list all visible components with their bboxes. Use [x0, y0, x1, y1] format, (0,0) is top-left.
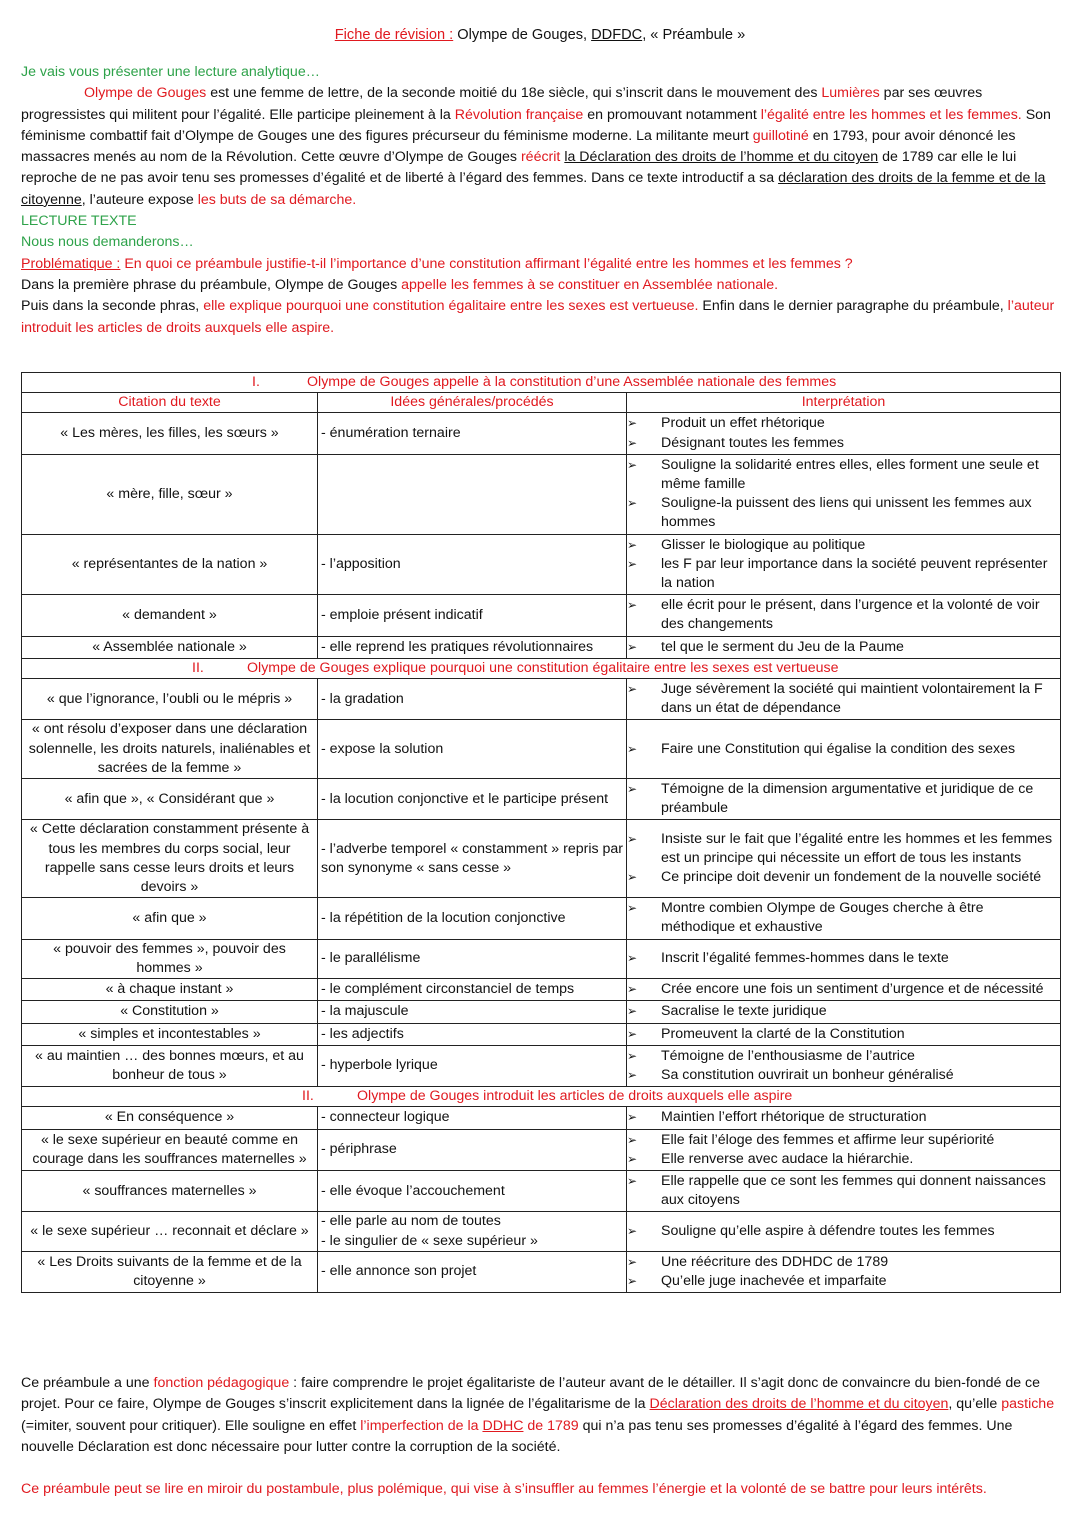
interpretation-cell [627, 1251, 1061, 1292]
quote-cell: « En conséquence » [22, 1107, 318, 1129]
section-heading [22, 373, 1061, 393]
quote-cell: « afin que » [22, 898, 318, 939]
text-run: pastiche [1001, 1396, 1055, 1413]
interpretation-cell [627, 1045, 1061, 1086]
section-heading [22, 658, 1061, 678]
table-row [22, 1129, 1061, 1170]
title-label: Fiche de révision : [334, 27, 454, 43]
problematique-label: Problématique : [21, 255, 121, 272]
interpretation-item: ➢ Insiste sur le fait que l’égalité entre les hommes et les femmes est un principe qui nécessite un effort de tous les instants [627, 830, 1056, 868]
table-row [22, 1001, 1061, 1023]
lecture-label: LECTURE TEXTE [21, 213, 137, 230]
procede-cell: - le parallélisme [318, 939, 627, 978]
text-run: Déclaration des droits de l’homme et du citoyen [649, 1396, 949, 1413]
text-run: , qu’elle [948, 1396, 1002, 1413]
text-run: : faire comprendre le projet égalitariste de l’auteur avant de le détailler. Il s’agit donc de convaincre du bien-fondé de ce projet. Pour ce faire, Olympe de Gouges s’inscrit explicitement dans la lignée de l’égalitarisme de la [21, 1375, 1041, 1413]
plan-2 [21, 296, 1061, 339]
procede-cell: - les adjectifs [318, 1023, 627, 1045]
section-heading-row [22, 373, 1061, 393]
interpretation-cell [627, 1212, 1061, 1251]
procede-cell [318, 454, 627, 534]
text-run: les buts de sa démarche. [197, 191, 357, 208]
section-heading [22, 1087, 1061, 1107]
interpretation-item: ➢ Désignant toutes les femmes [627, 434, 1056, 453]
procede-cell: - elle annonce son projet [318, 1251, 627, 1292]
interpretation-item: ➢ les F par leur importance dans la société peuvent représenter la nation [627, 555, 1056, 593]
quote-cell: « Cette déclaration constamment présente à tous les membres du corps social, leur rappelle sans cesse leurs droits et leurs devoirs » [22, 820, 318, 898]
procede-cell: - elle évoque l’accouchement [318, 1170, 627, 1211]
text-run: (=imiter, souvent pour critiquer). Elle souligne en effet [21, 1417, 361, 1434]
interpretation-cell [627, 979, 1061, 1001]
procede-cell: - la répétition de la locution conjonctive [318, 898, 627, 939]
table-row [22, 720, 1061, 779]
intro-lead: Je vais vous présenter une lecture analytique… [21, 64, 320, 80]
interpretation-cell [627, 595, 1061, 636]
plan-2-highlight: elle explique pourquoi une constitution égalitaire entre les sexes est vertueuse. [203, 298, 699, 315]
quote-cell: « le sexe supérieur en beauté comme en courage dans les souffrances maternelles » [22, 1129, 318, 1170]
text-run: l’égalité entre les hommes et les femmes. [760, 106, 1022, 123]
table-row [22, 679, 1061, 720]
text-run: l’imperfection de la [360, 1417, 483, 1434]
table-row [22, 636, 1061, 658]
section-number: II. [192, 659, 204, 676]
section-number: I. [252, 374, 260, 390]
text-run: Olympe de Gouges [84, 85, 207, 102]
table-row [22, 534, 1061, 595]
plan-1-text: Dans la première phrase du préambule, Olympe de Gouges [21, 276, 402, 293]
plan-3-text: Enfin dans le dernier paragraphe du préambule, [698, 298, 1008, 315]
interpretation-item: ➢ Elle rappelle que ce sont les femmes qui donnent naissances aux citoyens [627, 1172, 1056, 1210]
procede-cell: - elle parle au nom de toutes - le singulier de « sexe supérieur » [318, 1212, 627, 1251]
section-number: II. [302, 1088, 314, 1105]
text-run: DDHC [482, 1417, 524, 1434]
table-row [22, 1107, 1061, 1129]
procede-cell: - hyperbole lyrique [318, 1045, 627, 1086]
interpretation-item: ➢ elle écrit pour le présent, dans l’urgence et la volonté de voir des changements [627, 596, 1056, 634]
interpretation-item: ➢ Souligne-la puissent des liens qui unissent les femmes aux hommes [627, 494, 1056, 532]
text-run: guillotiné [752, 127, 809, 144]
interpretation-cell [627, 898, 1061, 939]
table-row [22, 1023, 1061, 1045]
text-run: Révolution française [454, 106, 584, 123]
interpretation-cell [627, 720, 1061, 779]
procede-cell: - elle reprend les pratiques révolutionnaires [318, 636, 627, 658]
section-title: Olympe de Gouges appelle à la constitution d’une Assemblée nationale des femmes [307, 374, 837, 390]
text-run: de 1789 car elle le lui reproche de ne pas avoir tenu ses promesses d’égalité et de liberté à l’égard des femmes. Dans ce texte introductif a sa [21, 149, 1017, 187]
table-row [22, 820, 1061, 898]
table-row [22, 1212, 1061, 1251]
quote-cell: « le sexe supérieur … reconnait et déclare » [22, 1212, 318, 1251]
interpretation-item: ➢ Elle renverse avec audace la hiérarchie. [627, 1150, 1056, 1169]
title-author: Olympe de Gouges, [453, 27, 592, 43]
quote-cell: « Constitution » [22, 1001, 318, 1023]
quote-cell: « mère, fille, sœur » [22, 454, 318, 534]
interpretation-item: ➢ Témoigne de l’enthousiasme de l’autrice [627, 1047, 1056, 1066]
quote-cell: « afin que », « Considérant que » [22, 779, 318, 820]
procede-cell: - périphrase [318, 1129, 627, 1170]
interpretation-item: ➢ Témoigne de la dimension argumentative et juridique de ce préambule [627, 780, 1056, 818]
interpretation-item: ➢ Inscrit l’égalité femmes-hommes dans le texte [627, 949, 1056, 968]
quote-cell: « Les mères, les filles, les sœurs » [22, 413, 318, 454]
interpretation-item: ➢ Elle fait l’éloge des femmes et affirme leur supériorité [627, 1131, 1056, 1150]
interpretation-item: ➢ Juge sévèrement la société qui maintient volontairement la F dans un état de dépendance [627, 680, 1056, 718]
problematique-text: En quoi ce préambule justifie-t-il l’importance d’une constitution affirmant l’égalité entre les hommes et les femmes ? [120, 255, 853, 272]
interpretation-item: ➢ Ce principe doit devenir un fondement de la nouvelle société [627, 868, 1056, 887]
intro-paragraph [21, 83, 1061, 211]
table-header [22, 393, 1061, 413]
interpretation-cell [627, 1170, 1061, 1211]
interpretation-cell [627, 939, 1061, 978]
text-run: Lumières [821, 85, 880, 102]
text-run: Son féminisme combattif fait d’Olympe de Gouges une des figures précurseur du féminisme moderne. La militante meurt [21, 106, 1051, 144]
text-run: réécrit [520, 149, 561, 166]
quote-cell: « Les Droits suivants de la femme et de la citoyenne » [22, 1251, 318, 1292]
procede-cell: - énumération ternaire [318, 413, 627, 454]
interpretation-item: ➢ Maintien l’effort rhétorique de structuration [627, 1108, 1056, 1127]
conclusion-paragraph [21, 1373, 1061, 1458]
conclusion [21, 1373, 1061, 1458]
quote-cell: « au maintien … des bonnes mœurs, et au bonheur de tous » [22, 1045, 318, 1086]
problematique [21, 254, 1061, 275]
interpretation-item: ➢ Souligne la solidarité entres elles, elles forment une seule et même famille [627, 456, 1056, 494]
plan-2-text: Puis dans la seconde phras, [21, 298, 204, 315]
table-row [22, 898, 1061, 939]
plan-3-highlight: l’auteur introduit les articles de droits auxquels elle aspire. [21, 298, 1055, 336]
conclusion-opening: Ce préambule peut se lire en miroir du postambule, plus polémique, qui vise à s’insuffler au femmes l’énergie et la volonté de se battre pour leurs intérêts. [21, 1481, 987, 1497]
interpretation-cell [627, 1023, 1061, 1045]
section-heading-row [22, 1087, 1061, 1107]
text-run: par ses œuvres progressistes qui militent pour l’égalité. Elle participe pleinement à la [21, 85, 983, 123]
table-row [22, 979, 1061, 1001]
interpretation-item: ➢ Promeuvent la clarté de la Constitution [627, 1025, 1056, 1044]
section-title: Olympe de Gouges explique pourquoi une constitution égalitaire entre les sexes est vertueuse [247, 659, 839, 676]
interpretation-cell [627, 413, 1061, 454]
interpretation-item: ➢ tel que le serment du Jeu de la Paume [627, 638, 1056, 657]
interpretation-cell [627, 679, 1061, 720]
table-row [22, 413, 1061, 454]
procede-cell: - emploie présent indicatif [318, 595, 627, 636]
interpretation-item: ➢ Produit un effet rhétorique [627, 414, 1056, 433]
introduction [21, 62, 1061, 339]
quote-cell: « à chaque instant » [22, 979, 318, 1001]
interpretation-item: ➢ Crée encore une fois un sentiment d’urgence et de nécessité [627, 980, 1056, 999]
text-run: fonction pédagogique [153, 1375, 290, 1391]
table-row [22, 595, 1061, 636]
interpretation-item: ➢ Qu’elle juge inachevée et imparfaite [627, 1272, 1056, 1291]
plan-1-highlight: appelle les femmes à se constituer en Assemblée nationale. [401, 276, 779, 293]
interpretation-item: ➢ Glisser le biologique au politique [627, 536, 1056, 555]
interpretation-cell [627, 779, 1061, 820]
procede-cell: - la locution conjonctive et le participe présent [318, 779, 627, 820]
table-row [22, 779, 1061, 820]
text-run: est une femme de lettre, de la seconde moitié du 18e siècle, qui s’inscrit dans le mouvement des [206, 85, 822, 102]
text-run: en promouvant notamment [583, 106, 761, 123]
procede-cell: - connecteur logique [318, 1107, 627, 1129]
column-header: Citation du texte [22, 393, 318, 413]
text-run: déclaration des droits de la femme et de la citoyenne [21, 170, 1046, 208]
title-section: , « Préambule » [642, 27, 746, 43]
interpretation-item: ➢ Souligne qu’elle aspire à défendre toutes les femmes [627, 1222, 1056, 1241]
section-title: Olympe de Gouges introduit les articles de droits auxquels elle aspire [357, 1088, 793, 1105]
analysis-table [21, 372, 1061, 1293]
interpretation-item: ➢ Sacralise le texte juridique [627, 1002, 1056, 1021]
interpretation-cell [627, 1107, 1061, 1129]
section-heading-row [22, 658, 1061, 678]
table-row [22, 454, 1061, 534]
quote-cell: « simples et incontestables » [22, 1023, 318, 1045]
text-run: de 1789 [523, 1417, 579, 1434]
interpretation-cell [627, 820, 1061, 898]
text-run: en 1793, pour avoir dénoncé les massacres menés au nom de la Révolution. Cette œuvre d’Olympe de Gouges [21, 127, 1016, 166]
text-run: la Déclaration des droits de l’homme et du citoyen [564, 149, 879, 166]
procede-cell: - la gradation [318, 679, 627, 720]
quote-cell: « que l’ignorance, l’oubli ou le mépris » [22, 679, 318, 720]
interpretation-cell [627, 1001, 1061, 1023]
column-header: Interprétation [627, 393, 1061, 413]
procede-cell: - la majuscule [318, 1001, 627, 1023]
column-header: Idées générales/procédés [318, 393, 627, 413]
table-row [22, 1251, 1061, 1292]
procede-cell: - expose la solution [318, 720, 627, 779]
interpretation-item: ➢ Faire une Constitution qui égalise la condition des sexes [627, 740, 1056, 759]
procede-cell: - l’adverbe temporel « constamment » repris par son synonyme « sans cesse » [318, 820, 627, 898]
interpretation-cell [627, 534, 1061, 595]
title-work: DDFDC [591, 27, 643, 43]
quote-cell: « Assemblée nationale » [22, 636, 318, 658]
table-row [22, 1170, 1061, 1211]
interpretation-item: ➢ Montre combien Olympe de Gouges cherche à être méthodique et exhaustive [627, 899, 1056, 937]
interpretation-cell [627, 454, 1061, 534]
interpretation-item: ➢ Sa constitution ouvrirait un bonheur généralisé [627, 1066, 1056, 1085]
text-run: , l’auteure expose [81, 191, 198, 208]
page-title [0, 27, 1080, 43]
demand-label: Nous nous demanderons… [21, 234, 194, 251]
quote-cell: « demandent » [22, 595, 318, 636]
quote-cell: « pouvoir des femmes », pouvoir des hommes » [22, 939, 318, 978]
interpretation-item: ➢ Une réécriture des DDHDC de 1789 [627, 1253, 1056, 1272]
quote-cell: « souffrances maternelles » [22, 1170, 318, 1211]
quote-cell: « représentantes de la nation » [22, 534, 318, 595]
procede-cell: - l’apposition [318, 534, 627, 595]
table-row [22, 1045, 1061, 1086]
interpretation-cell [627, 1129, 1061, 1170]
text-run: Ce préambule a une [21, 1375, 154, 1391]
plan-1 [21, 275, 1061, 296]
table-row [22, 939, 1061, 978]
quote-cell: « ont résolu d’exposer dans une déclaration solennelle, les droits naturels, inaliénables et sacrées de la femme » [22, 720, 318, 779]
interpretation-cell [627, 636, 1061, 658]
text-run: qui n’a pas tenu ses promesses d’égalité à l’égard des femmes. Une nouvelle Déclaration est donc nécessaire pour lutter contre la corruption de la société. [21, 1417, 1013, 1455]
procede-cell: - le complément circonstanciel de temps [318, 979, 627, 1001]
